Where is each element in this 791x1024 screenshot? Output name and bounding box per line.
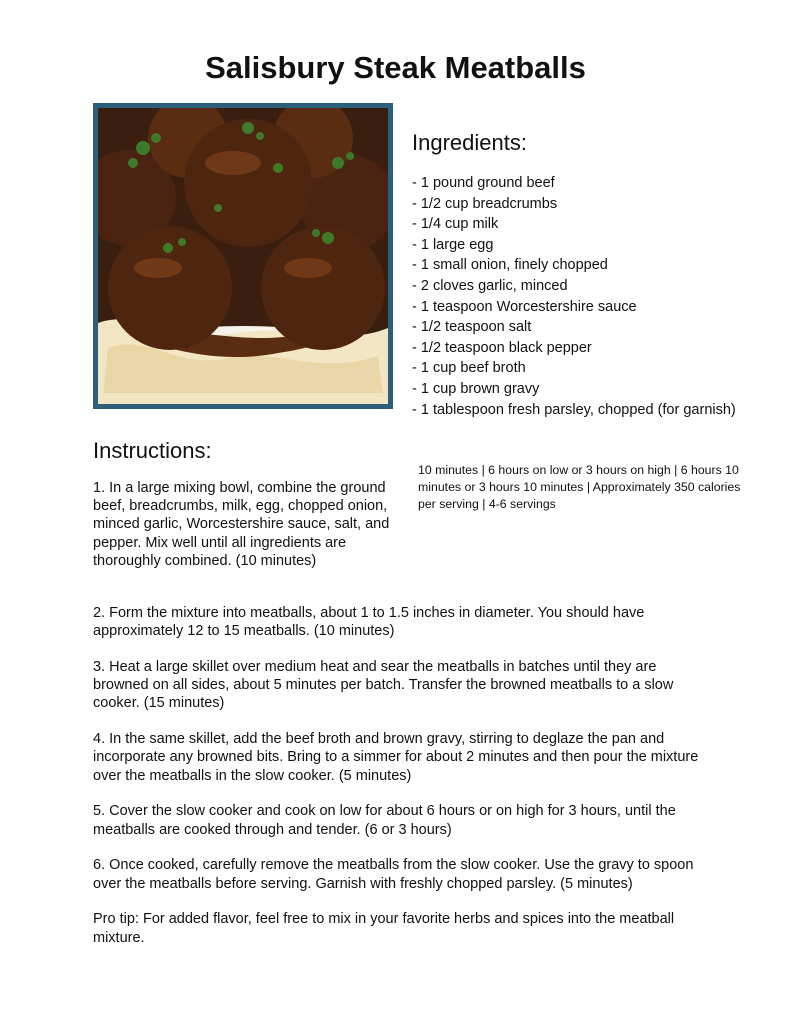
ingredient-item: - 1 small onion, finely chopped (412, 257, 608, 274)
recipe-title: Salisbury Steak Meatballs (205, 50, 586, 85)
instruction-step-3: 3. Heat a large skillet over medium heat and sear the meatballs in batches until they are browned on all sides, about 5 minutes per batch. Transfer the browned meatballs to a slow cooker. (15 minutes) (93, 659, 674, 712)
instruction-step-5: 5. Cover the slow cooker and cook on low for about 6 hours or on high for 3 hours, until the meatballs are cooked through and tender. (6 or 3 hours) (93, 803, 676, 838)
recipe-meta-info: 10 minutes | 6 hours on low or 3 hours on high | 6 hours 10 minutes or 3 hours 10 minutes | Approximately 350 calories per serving | 4-6 servings (418, 463, 741, 511)
ingredient-item: - 1 pound ground beef (412, 175, 555, 191)
ingredients-heading: Ingredients: (412, 130, 527, 155)
ingredient-item: - 1 cup brown gravy (412, 380, 540, 397)
ingredient-item: - 1/2 teaspoon salt (412, 319, 532, 336)
instruction-step-2: 2. Form the mixture into meatballs, about 1 to 1.5 inches in diameter. You should have approximately 12 to 15 meatballs. (10 minutes) (93, 605, 645, 640)
ingredient-item: - 1 large egg (412, 236, 494, 253)
ingredient-item: - 1 tablespoon fresh parsley, chopped (for garnish) (412, 401, 736, 418)
instructions-heading: Instructions: (93, 438, 212, 463)
ingredient-item: - 1/2 cup breadcrumbs (412, 195, 558, 212)
meatballs-illustration (98, 108, 388, 404)
instruction-step-1: 1. In a large mixing bowl, combine the ground beef, breadcrumbs, milk, egg, chopped onion, minced garlic, Worcestershire sauce, salt, and pepper. Mix well until all ingredients are thoroughly combined. (10 minutes) (93, 480, 390, 569)
ingredients-list (412, 173, 752, 420)
meatballs-photo (93, 103, 393, 409)
ingredient-item: - 1 teaspoon Worcestershire sauce (412, 298, 637, 315)
ingredient-item: - 1 cup beef broth (412, 360, 526, 377)
instruction-steps (93, 604, 713, 964)
ingredient-item: - 1/4 cup milk (412, 216, 499, 233)
instruction-step-4: 4. In the same skillet, add the beef broth and brown gravy, stirring to deglaze the pan and incorporate any browned bits. Bring to a simmer for about 2 minutes and then pour the mixture over the meatballs in the slow cooker. (5 minutes) (93, 731, 699, 784)
ingredient-item: - 2 cloves garlic, minced (412, 277, 568, 294)
pro-tip: Pro tip: For added flavor, feel free to mix in your favorite herbs and spices into the meatball mixture. (93, 911, 675, 946)
ingredient-item: - 1/2 teaspoon black pepper (412, 339, 592, 356)
instruction-step-6: 6. Once cooked, carefully remove the meatballs from the slow cooker. Use the gravy to spoon over the meatballs before serving. Garnish with freshly chopped parsley. (5 minutes) (93, 857, 694, 892)
